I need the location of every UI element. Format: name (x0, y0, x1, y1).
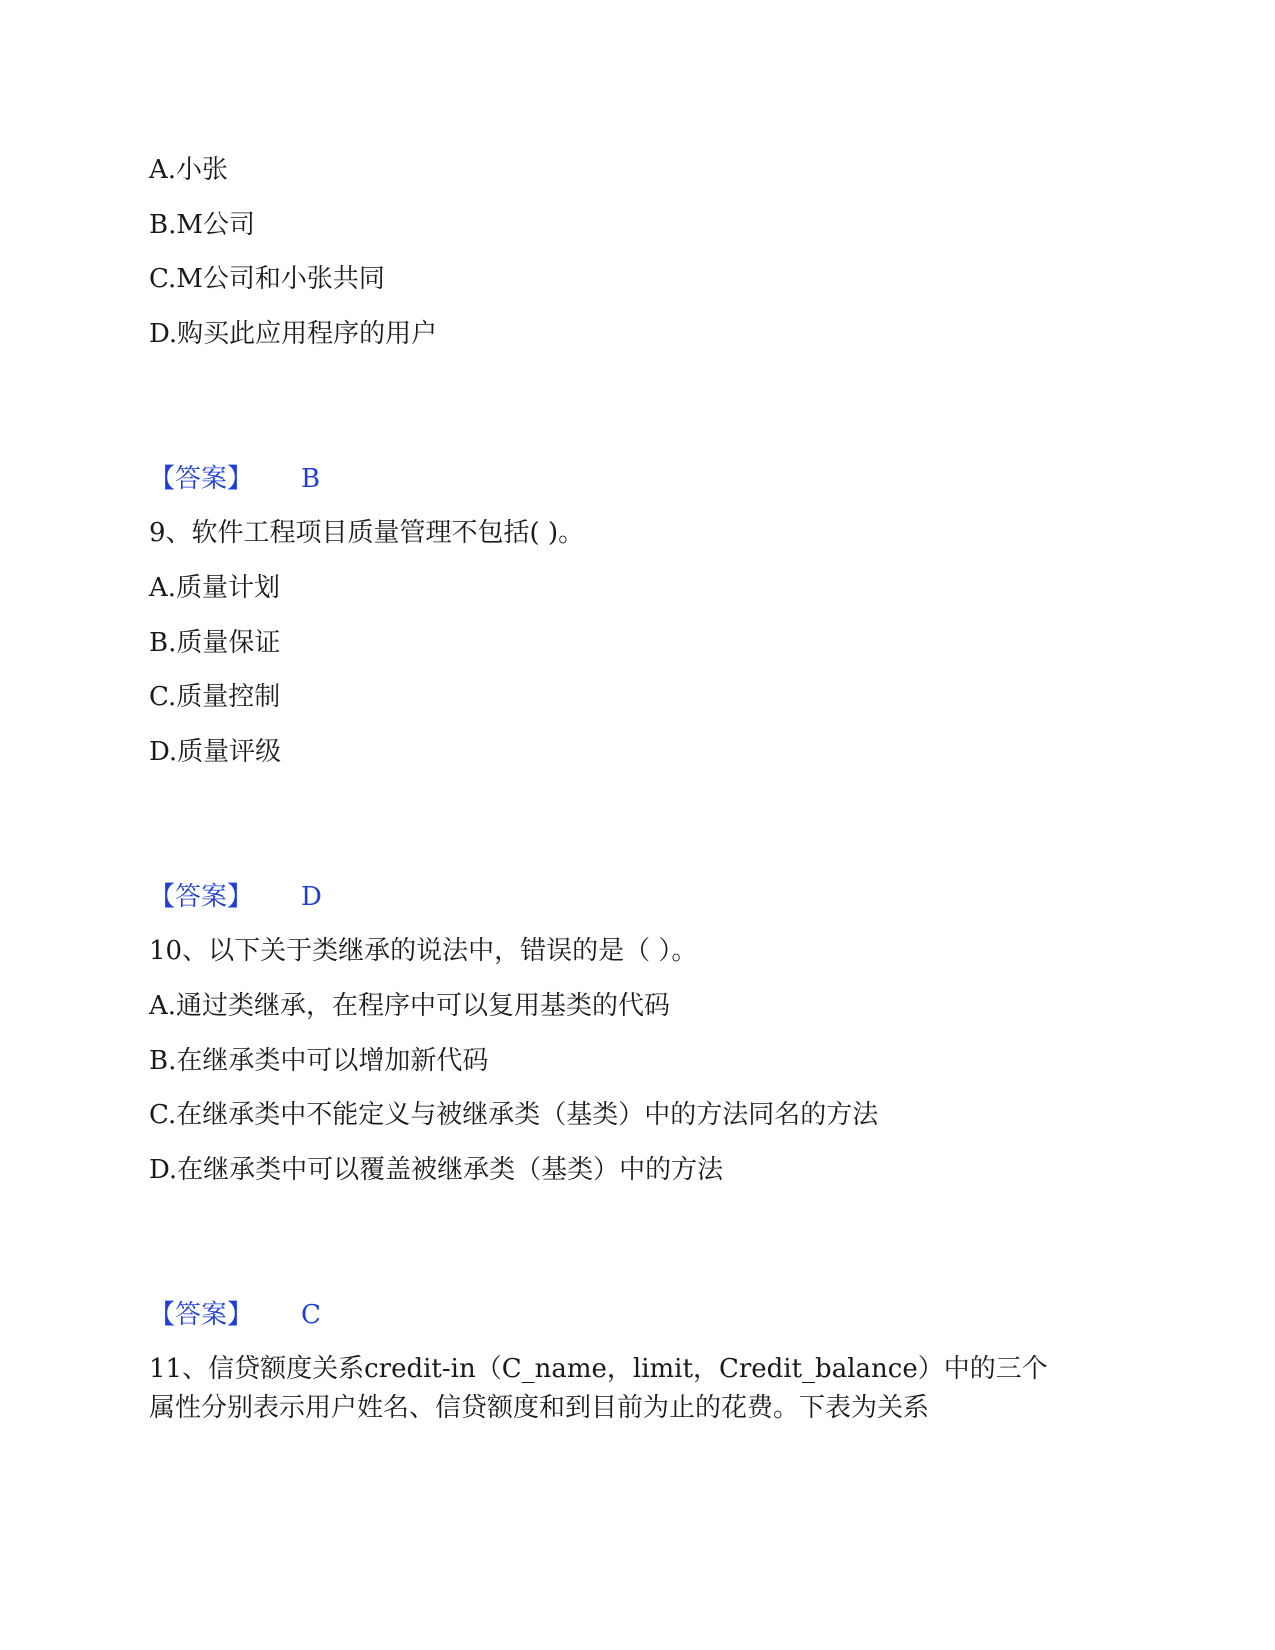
q9-option-d: D.质量评级 (149, 737, 282, 767)
answer-letter: D (301, 882, 322, 912)
q8-option-c: C.M公司和小张共同 (149, 264, 385, 294)
q10-option-c: C.在继承类中不能定义与被继承类（基类）中的方法同名的方法 (149, 1100, 879, 1130)
q10-option-b: B.在继承类中可以增加新代码 (149, 1046, 489, 1076)
q8-option-d: D.购买此应用程序的用户 (149, 319, 438, 349)
answer-label: 【答案】 (149, 1300, 254, 1330)
q11-question-line1: 11、信贷额度关系credit-in（C_name，limit，Credit_balance）中的三个 (149, 1354, 1048, 1384)
q9-answer (149, 880, 322, 914)
q9-option-a: A.质量计划 (149, 573, 281, 603)
answer-label: 【答案】 (149, 464, 254, 494)
q10-answer (149, 1298, 321, 1332)
q8-option-b: B.M公司 (149, 210, 255, 240)
answer-letter: C (301, 1300, 321, 1330)
q9-question: 9、软件工程项目质量管理不包括( )。 (149, 518, 585, 548)
q9-option-c: C.质量控制 (149, 682, 281, 712)
q10-option-d: D.在继承类中可以覆盖被继承类（基类）中的方法 (149, 1155, 724, 1185)
q8-answer (149, 462, 320, 496)
q10-option-a: A.通过类继承，在程序中可以复用基类的代码 (149, 991, 671, 1021)
q9-option-b: B.质量保证 (149, 628, 281, 658)
q11-question-line2: 属性分别表示用户姓名、信贷额度和到目前为止的花费。下表为关系 (149, 1393, 930, 1423)
answer-label: 【答案】 (149, 882, 254, 912)
q10-question: 10、以下关于类继承的说法中，错误的是（ ）。 (149, 936, 698, 966)
q8-option-a: A.小张 (149, 155, 229, 185)
answer-letter: B (301, 464, 321, 494)
